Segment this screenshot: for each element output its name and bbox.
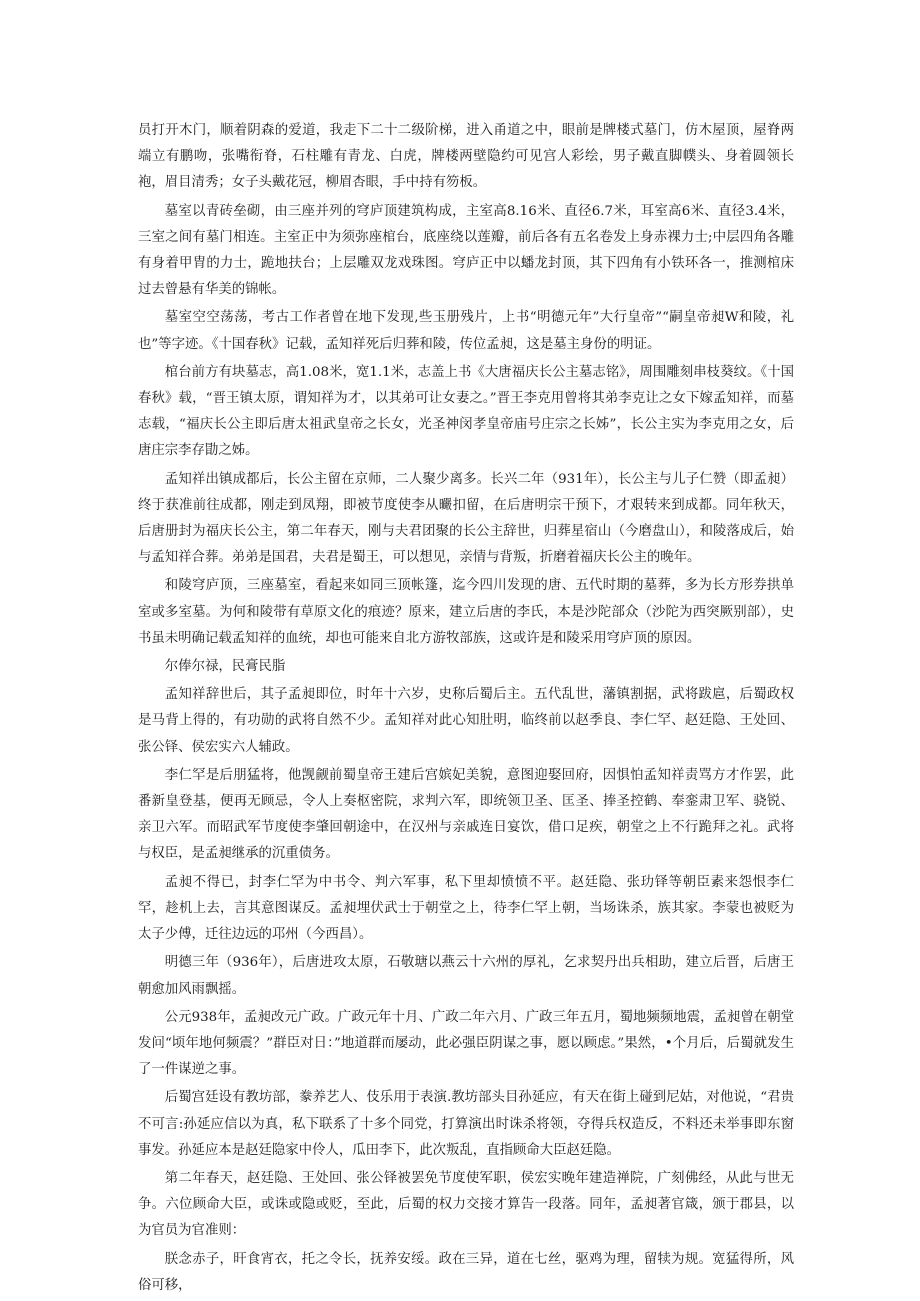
paragraph-4: 棺台前方有块墓志，高1.08米，宽1.1米，志盖上书《大唐福庆长公主墓志铭》，周围雕刻串枝葵纹。《十国春秋》载，“晋王镇太原，谓知祥为才，以其弟可让女妻之。”晋王李克用曾将其弟李克让之女下嫁孟知祥，而墓志载，“福庆长公主即后唐太祖武皇帝之长女，光圣神闵孝皇帝庙号庄宗之长姊”，长公主实为李克用之女，后唐庄宗李存勖之姊。 (138, 364, 794, 459)
paragraph-10: 明德三年（936年），后唐进攻太原，石敬瑭以燕云十六州的厚礼，乞求契丹出兵相助，建立后晋，后唐王朝愈加风雨飘摇。 (138, 955, 794, 997)
paragraph-13: 第二年春天，赵廷隐、王处回、张公铎被罢免节度使军职，侯宏实晚年建造禅院，广刻佛经，从此与世无争。六位顾命大臣，或诛或隐或贬，至此，后蜀的权力交接才算告一段落。同年，孟昶著官箴，颁于郡县，以为官员为官准则： (138, 1170, 794, 1239)
paragraph-9: 孟昶不得已，封李仁罕为中书令、判六军事，私下里却愤愤不平。赵廷隐、张玏铎等朝臣素来怨恨李仁罕，趁机上去，言其意图谋反。孟昶埋伏武士于朝堂之上，待李仁罕上朝，当场诛杀，族其家。李蒙也被贬为太子少傅，迁往边远的邛州（今西昌）。 (138, 874, 794, 943)
paragraph-6: 和陵穹庐顶，三座墓室，看起来如同三顶帐篷，迄今四川发现的唐、五代时期的墓葬，多为长方形券拱单室或多室墓。为何和陵带有草原文化的痕迹？原来，建立后唐的李氏，本是沙陀部众（沙陀为西突厥别部），史书虽未明确记载孟知祥的血统，却也可能来自北方游牧部族，这或许是和陵采用穹庐顶的原因。 (138, 578, 794, 646)
paragraph-12: 后蜀宫廷设有教坊部，豢养艺人、伎乐用于表演.教坊部头目孙延应，有天在街上碰到尼姑，对他说，“君贵不可言:孙延应信以为真，私下联系了十多个同党，打算演出时诛杀将领，夺得兵权造反，不料还未举事即东窗事发。孙延应本是赵廷隐家中伶人，瓜田李下，此次叛乱，直指顾命大臣赵廷隐。 (138, 1090, 794, 1158)
paragraph-11: 公元938年，孟昶改元广政。广政元年十月、广政二年六月、广政三年五月，蜀地频频地震，孟昶曾在朝堂发问“顷年地何频震？”群臣对日：”地道群而屡动，此必强臣阴谋之事，愿以顾虑。”果然，•个月后，后蜀就发生了一件谋逆之事。 (138, 1009, 794, 1078)
paragraph-1: 员打开木门，顺着阴森的爱道，我走下二十二级阶梯，进入甬道之中，眼前是牌楼式墓门，仿木屋顶，屋脊两端立有鹏吻，张嘴衔脊，石柱雕有青龙、白虎，牌楼两壁隐约可见宫人彩绘，男子戴直脚幞头、身着圆领长袍，眉目清秀；女子头戴花冠，柳眉杏眼，手中持有笏板。 (138, 123, 794, 191)
paragraph-5: 孟知祥出镇成都后，长公主留在京师，二人聚少离多。长兴二年（931年），长公主与儿子仁赞（即孟昶）终于获准前往成都，刚走到凤翔，即被节度使李从曮扣留，在后唐明宗干预下，才艰转来到成都。同年秋天，后唐册封为福庆长公主，第二年春天，刚与夫君团聚的长公主辞世，归葬星宿山（今磨盘山），和陵落成后，始与孟知祥合葬。弟弟是国君，夫君是蜀王，可以想见，亲情与背叛，折磨着福庆长公主的晚年。 (138, 471, 794, 566)
paragraph-14: 朕念赤子，旰食宵衣，托之令长，抚养安绥。政在三异，道在七丝，驱鸡为理，留犊为规。宽猛得所，风俗可移， (138, 1251, 794, 1293)
paragraph-7: 孟知祥辞世后，其子孟昶即位，时年十六岁，史称后蜀后主。五代乱世，藩镇割据，武将跋扈，后蜀政权是马背上得的，有功勋的武将自然不少。孟知祥对此心知肚明，临终前以赵季良、李仁罕、赵廷隐、王处回、张公铎、侯宏实六人辅政。 (138, 687, 794, 755)
document-body (138, 118, 794, 1301)
paragraph-3: 墓室空空荡荡，考古工作者曾在地下发现,些玉册残片，上书“明德元年”大行皇帝”“嗣皇帝昶W和陵，礼也”等字迹。《十国春秋》记载，孟知祥死后归葬和陵，传位孟昶，这是墓主身份的明证。 (138, 310, 794, 352)
section-heading: 尔俸尔禄，民膏民脂 (164, 659, 286, 675)
paragraph-8: 李仁罕是后朋猛将，他觊觎前蜀皇帝王建后宫嫔妃美貌，意图迎娶回府，因惧怕孟知祥责骂方才作罢，此番新皇登基，便再无顾忌，令人上奏枢密院，求判六军，即统领卫圣、匡圣、捧圣控鹤、奉銮肃卫军、骁锐、亲卫六军。而昭武军节度使李肇回朝途中，在汉州与亲戚连日宴饮，借口足疾，朝堂之上不行跪拜之礼。武将与权臣，是孟昶继承的沉重债务。 (138, 767, 794, 862)
paragraph-2: 墓室以青砖垒砌，由三座并列的穹庐顶建筑构成，主室高8.16米、直径6.7米，耳室高6米、直径3.4米，三室之间有墓门相连。主室正中为须弥座棺台，底座绕以莲瓣，前后各有五名卷发上身赤裸力士;中层四角各雕有身着甲胄的力士，跪地扶台；上层雕双龙戏珠图。穹庐正中以蟠龙封顶，其下四角有小铁环各一，推测棺床过去曾悬有华美的锦帐。 (138, 203, 794, 298)
